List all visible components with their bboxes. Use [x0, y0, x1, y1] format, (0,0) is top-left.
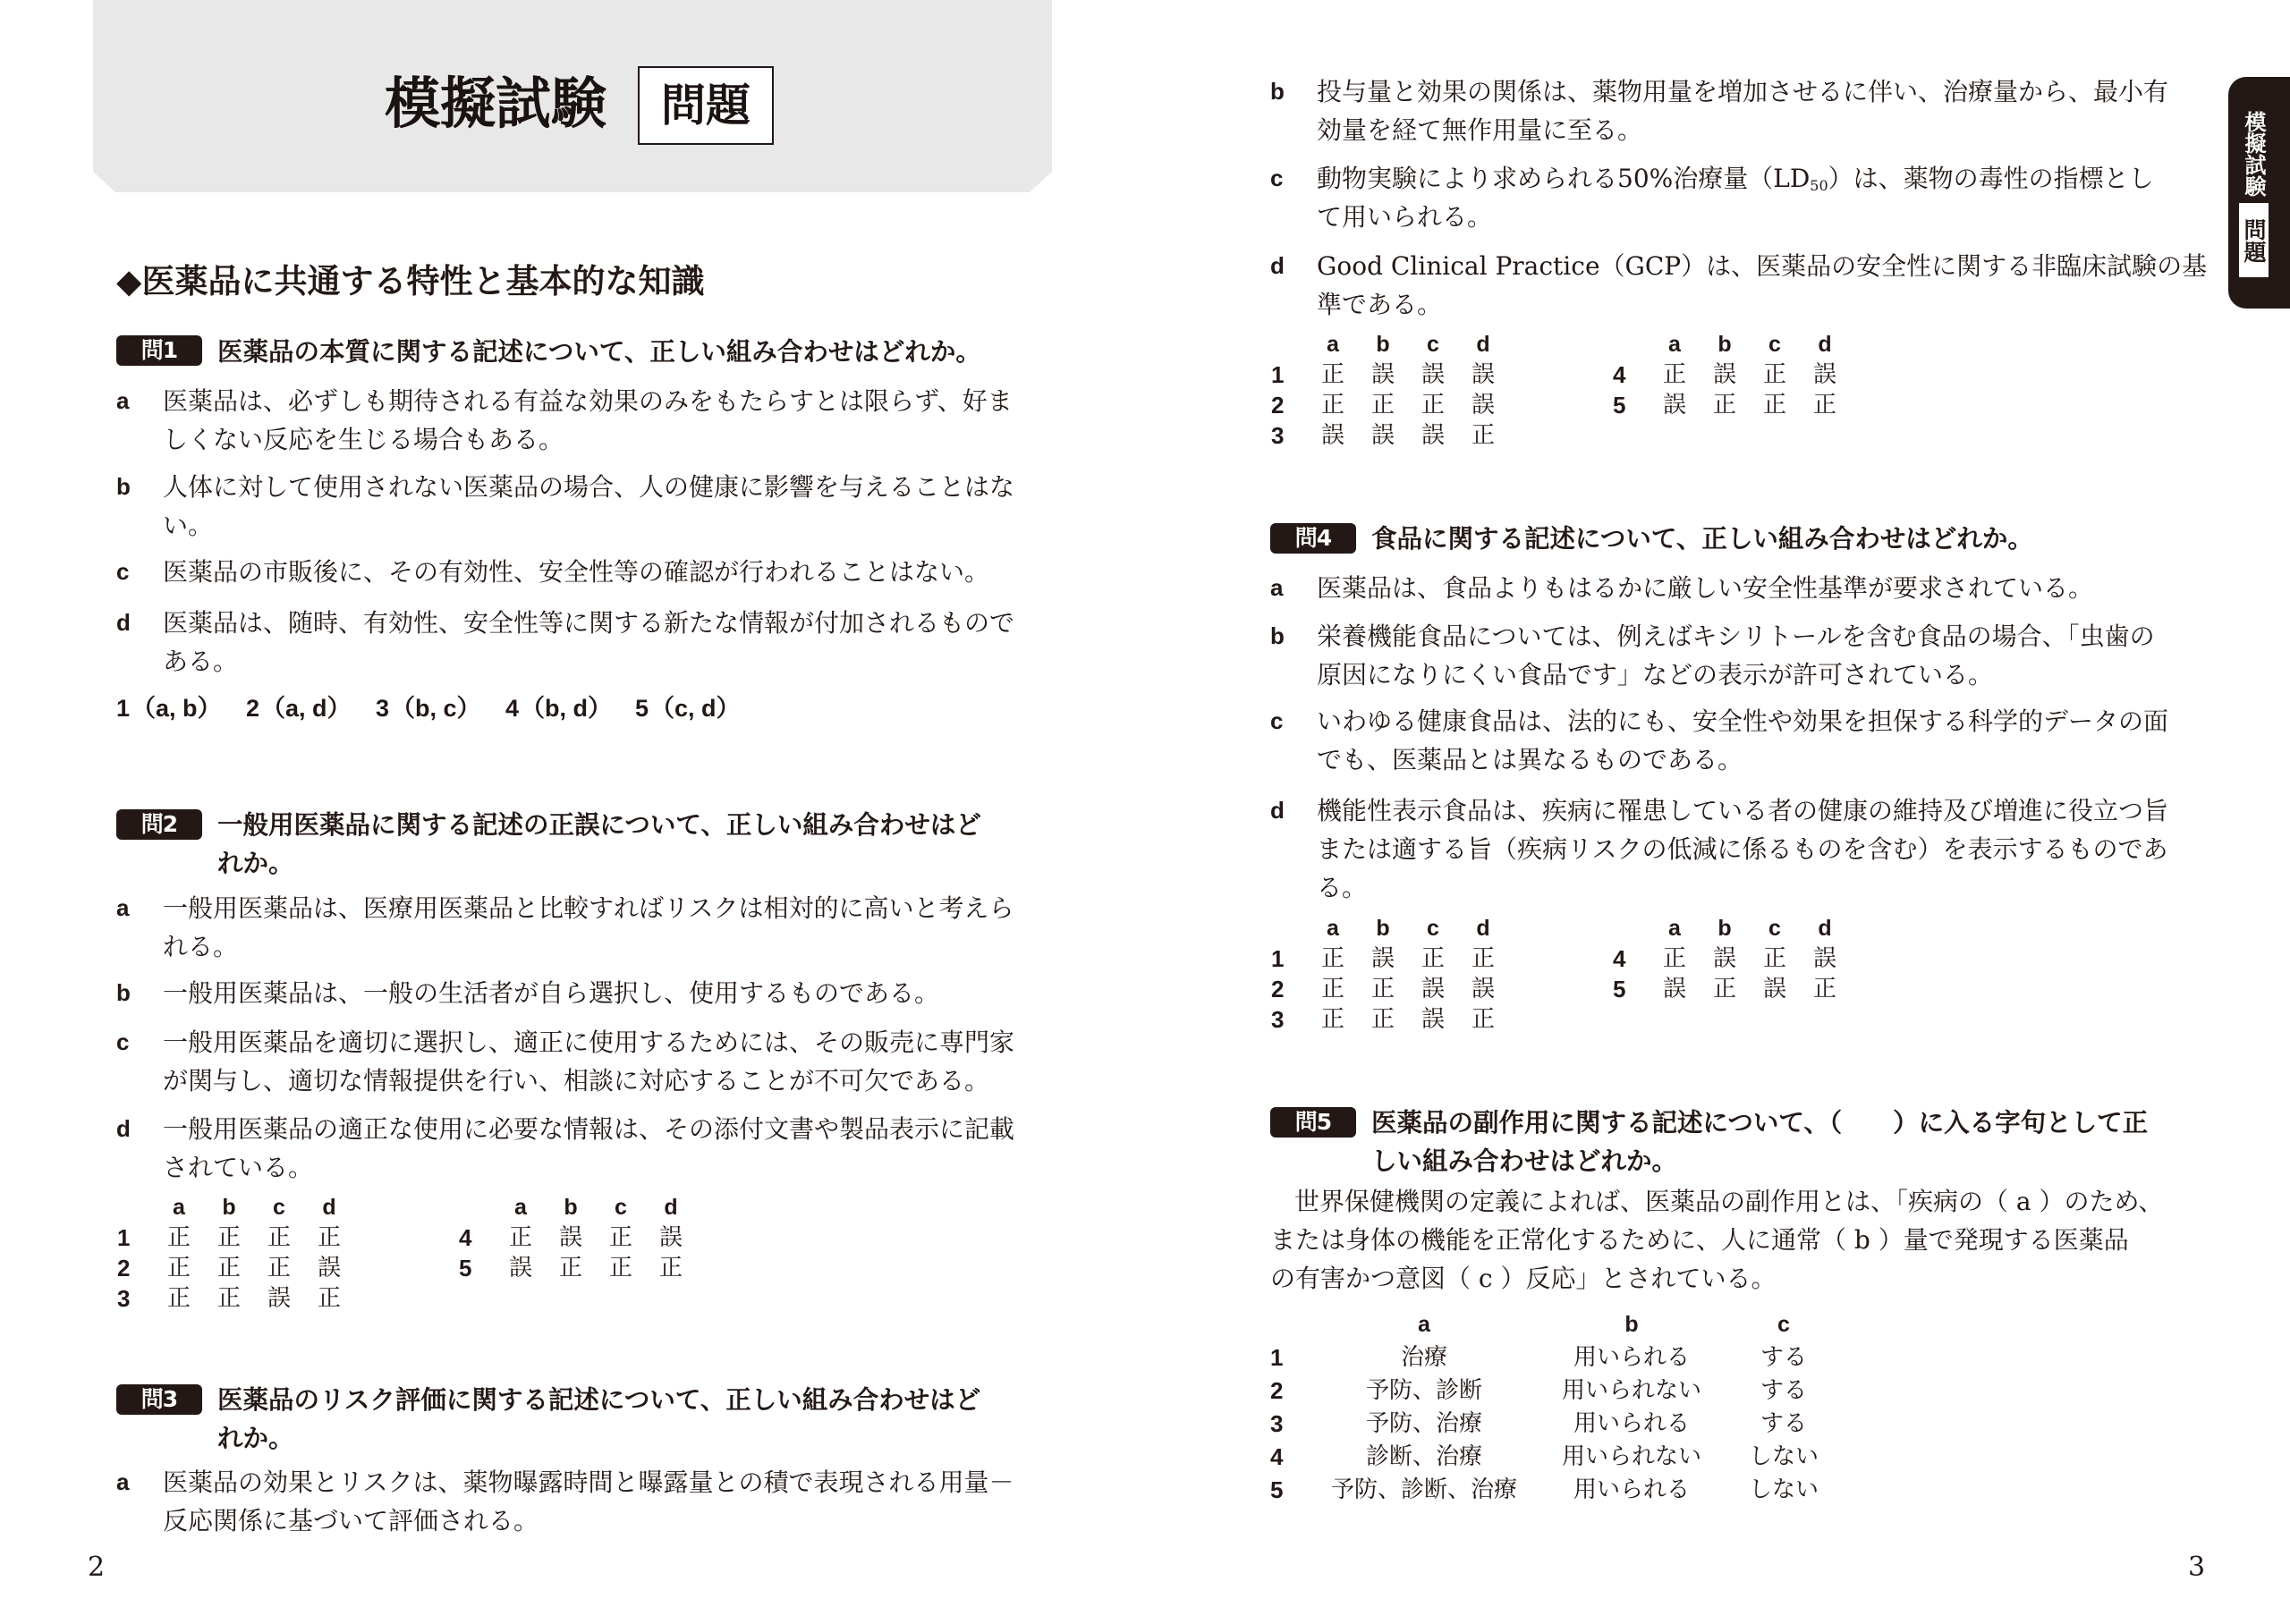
chapter-title: 模擬試験 — [385, 71, 607, 136]
table-cell: 誤 — [1812, 361, 1836, 388]
table-header-cell: d — [1476, 916, 1490, 941]
item-line — [1317, 159, 2174, 198]
item-line: 栄養機能食品については、例えばキシリトールを含む食品の場合、「虫歯の — [1317, 622, 2155, 651]
table-cell: 正 — [558, 1255, 582, 1281]
table-cell: 正 — [1320, 361, 1344, 388]
table-row-number: 3 — [1270, 1410, 1284, 1437]
q4-item-d — [1270, 791, 2174, 907]
q4-item-b — [1270, 617, 2174, 694]
table-cell: 正 — [1762, 945, 1786, 972]
q5-answer-table — [1270, 1308, 1837, 1507]
table-cell: 正 — [216, 1255, 241, 1281]
table-cell: 誤 — [317, 1255, 341, 1281]
table-cell: 正 — [1812, 976, 1836, 1002]
table-header-cell: b — [1376, 332, 1390, 357]
table-cell: 誤 — [1712, 361, 1736, 388]
table-header-cell: b — [222, 1195, 236, 1220]
chapter-index-tab — [2228, 77, 2290, 309]
table-cell: 正 — [1320, 976, 1344, 1002]
item-line: 医薬品は、食品よりもはるかに厳しい安全性基準が要求されている。 — [1317, 573, 2094, 603]
table-cell: 正 — [608, 1224, 632, 1251]
table-header-cell: a — [1668, 332, 1681, 357]
table-cell: 正 — [1421, 945, 1445, 972]
table-row-number: 1 — [1271, 361, 1285, 388]
table-header-cell: c — [273, 1195, 285, 1220]
table-corner — [1270, 1308, 1315, 1341]
table-cell: 正 — [1712, 392, 1736, 419]
q1-item-b — [116, 468, 1020, 545]
table-cell: 用いられない — [1561, 1377, 1701, 1404]
table-header-cell: a — [173, 1195, 185, 1220]
page-number-left: 2 — [88, 1552, 106, 1583]
table-cell: 予防、治療 — [1365, 1410, 1482, 1437]
table-row-number: 1 — [1270, 1344, 1284, 1371]
item-label: b — [1270, 622, 1285, 649]
q4-answer-table-right — [1612, 913, 1850, 1004]
item-line: 一般用医薬品は、一般の生活者が自ら選択し、使用するものである。 — [163, 978, 940, 1008]
table-cell: 誤 — [558, 1224, 582, 1251]
table-cell: 誤 — [1370, 361, 1395, 388]
item-label: d — [116, 609, 131, 636]
table-cell: 正 — [1471, 945, 1495, 972]
q5-title-line: しい組み合わせはどれか。 — [1371, 1146, 1678, 1176]
table-row-number: 5 — [459, 1255, 472, 1281]
table-corner — [1270, 913, 1308, 943]
item-label: c — [1270, 707, 1284, 734]
chapter-title-box: 問題 — [638, 66, 774, 145]
table-cell: 正 — [508, 1224, 532, 1251]
table-cell: 誤 — [1471, 976, 1495, 1002]
item-line: でも、医薬品とは異なるものである。 — [1317, 745, 1743, 774]
table-cell: 正 — [1812, 392, 1836, 419]
item-line: て用いられる。 — [1317, 202, 1493, 232]
q1-badge: 問1 — [116, 335, 202, 366]
table-cell: 誤 — [1712, 945, 1736, 972]
table-cell: 正 — [1662, 945, 1686, 972]
item-label: a — [116, 894, 130, 921]
item-label: a — [1270, 574, 1284, 601]
item-line: いわゆる健康食品は、法的にも、安全性や効果を担保する科学的データの面 — [1317, 706, 2169, 736]
choice-pair: （a, b） — [131, 695, 222, 722]
table-header-cell: d — [1818, 916, 1832, 941]
item-line: されている。 — [163, 1153, 314, 1182]
item-label: b — [1270, 78, 1285, 105]
table-cell: 正 — [1370, 976, 1395, 1002]
table-cell: 用いられる — [1573, 1410, 1690, 1437]
page-number-right: 3 — [2188, 1552, 2206, 1583]
table-cell: する — [1760, 1377, 1807, 1404]
index-tab-box: 問題 — [2239, 203, 2269, 277]
table-row-number: 3 — [117, 1285, 131, 1312]
table-row-number: 5 — [1270, 1476, 1284, 1503]
item-line: が関与し、適切な情報提供を行い、相談に対応することが不可欠である。 — [163, 1066, 990, 1095]
table-header-cell: c — [1777, 1312, 1790, 1337]
table-header-cell: c — [1427, 916, 1439, 941]
table-corner — [116, 1192, 154, 1222]
table-cell: 正 — [1762, 361, 1786, 388]
table-cell: 用いられる — [1573, 1344, 1690, 1371]
q3-item-d — [1270, 247, 2208, 324]
item-line: れる。 — [163, 932, 239, 961]
q4-badge: 問4 — [1270, 523, 1356, 554]
table-cell: 誤 — [1421, 422, 1445, 449]
q2-title — [217, 806, 981, 883]
q1-title — [217, 333, 981, 371]
passage-line: 世界保健機関の定義によれば、医薬品の副作用とは、「疾病の（ a ）のため、 — [1294, 1187, 2164, 1216]
table-row-number: 3 — [1271, 1006, 1285, 1033]
table-cell: 誤 — [267, 1285, 291, 1312]
passage-line: の有害かつ意図（ c ）反応」とされている。 — [1270, 1264, 1777, 1293]
table-cell: しない — [1748, 1476, 1819, 1503]
item-line: 医薬品の市販後に、その有効性、安全性等の確認が行われることはない。 — [163, 557, 990, 587]
q2-badge: 問2 — [116, 809, 202, 840]
choice-number: 5 — [635, 695, 649, 722]
item-line: 一般用医薬品を適切に選択し、適正に使用するためには、その販売に専門家 — [163, 1028, 1015, 1057]
item-label: a — [116, 387, 130, 414]
table-row-number: 4 — [1270, 1443, 1284, 1470]
table-cell: 正 — [166, 1255, 191, 1281]
table-header-cell: d — [322, 1195, 336, 1220]
item-line-text: 動物実験により求められる50%治療量（LD — [1317, 164, 1811, 193]
item-label: b — [116, 473, 131, 500]
table-cell: 誤 — [1662, 392, 1686, 419]
table-cell: 用いられない — [1561, 1443, 1701, 1470]
table-cell: 正 — [1320, 945, 1344, 972]
item-label: b — [116, 979, 131, 1006]
choice-pair: （c, d） — [650, 695, 741, 722]
table-row-number: 4 — [1613, 945, 1626, 972]
q5-badge: 問5 — [1270, 1107, 1356, 1138]
item-line: 医薬品の効果とリスクは、薬物曝露時間と曝露量との積で表現される用量－ — [163, 1468, 1014, 1497]
table-cell: しない — [1748, 1443, 1819, 1470]
item-line: 医薬品は、随時、有効性、安全性等に関する新たな情報が付加されるもので — [163, 608, 1015, 638]
table-header-cell: c — [1427, 332, 1439, 357]
table-header-cell: d — [1476, 332, 1490, 357]
item-line: 投与量と効果の関係は、薬物用量を増加させるに伴い、治療量から、最小有 — [1317, 77, 2169, 106]
table-row-number: 1 — [1271, 945, 1285, 972]
table-header-cell: d — [664, 1195, 678, 1220]
item-label: d — [1270, 797, 1285, 824]
table-header-cell: c — [1768, 332, 1781, 357]
q1-item-c — [116, 553, 1020, 591]
table-cell: 正 — [1712, 976, 1736, 1002]
q3-answer-table-left — [1270, 329, 1508, 451]
choice-number: 2 — [246, 695, 260, 722]
q2-answer-table-right — [458, 1192, 696, 1283]
item-line: 機能性表示食品は、疾病に罹患している者の健康の維持及び増進に役立つ旨 — [1317, 796, 2169, 825]
q3-title — [217, 1381, 980, 1458]
table-cell: 治療 — [1400, 1344, 1447, 1371]
q3-item-b — [1270, 72, 2174, 149]
table-cell: 誤 — [1662, 976, 1686, 1002]
table-cell: 誤 — [1471, 392, 1495, 419]
table-row-number: 2 — [1271, 392, 1285, 419]
q1-item-d — [116, 604, 1020, 681]
table-header-cell: d — [1818, 332, 1832, 357]
q1-item-a — [116, 382, 1020, 459]
q4-answer-table-left — [1270, 913, 1508, 1035]
table-cell: 正 — [216, 1285, 241, 1312]
item-line: 医薬品は、必ずしも期待される有益な効果のみをもたらすとは限らず、好ま — [163, 386, 1013, 416]
table-cell: 予防、診断 — [1365, 1377, 1482, 1404]
table-header-cell: c — [1768, 916, 1781, 941]
table-cell: 正 — [1320, 392, 1344, 419]
table-row-number: 4 — [1613, 361, 1626, 388]
table-row-number: 3 — [1271, 422, 1285, 449]
table-cell: 正 — [1370, 392, 1395, 419]
q5-title — [1371, 1104, 2148, 1180]
table-cell: 誤 — [1812, 945, 1836, 972]
table-row-number: 2 — [1270, 1377, 1284, 1404]
table-cell: 正 — [267, 1255, 291, 1281]
item-line: る。 — [1317, 873, 1368, 902]
item-label: d — [116, 1115, 131, 1142]
item-line: 効量を経て無作用量に至る。 — [1317, 115, 1643, 145]
table-cell: 正 — [1762, 392, 1786, 419]
table-cell: 正 — [1320, 1006, 1344, 1033]
answer-choice — [376, 689, 505, 728]
answer-choice — [635, 689, 765, 728]
table-cell: 正 — [267, 1224, 291, 1251]
table-cell: 正 — [1662, 361, 1686, 388]
table-cell: する — [1760, 1410, 1807, 1437]
table-row-number: 2 — [117, 1255, 131, 1281]
q4-item-a — [1270, 569, 2174, 607]
table-cell: 用いられる — [1573, 1476, 1690, 1503]
table-cell: 誤 — [1471, 361, 1495, 388]
item-line: 準である。 — [1317, 290, 1443, 319]
q4-item-c — [1270, 702, 2174, 779]
table-row-number: 5 — [1613, 392, 1626, 419]
table-corner — [1270, 329, 1308, 359]
answer-choice — [116, 689, 246, 728]
table-cell: 正 — [1421, 392, 1445, 419]
q5-title-line: 医薬品の副作用に関する記述について、（ ）に入る字句として正 — [1371, 1108, 2149, 1138]
choice-number: 3 — [376, 695, 390, 722]
table-header-cell: a — [1327, 332, 1339, 357]
table-header-cell: a — [1418, 1312, 1430, 1337]
choice-pair: （a, d） — [261, 695, 352, 722]
q2-answer-table-left — [116, 1192, 354, 1314]
table-header-cell: a — [1668, 916, 1681, 941]
q3-title-line: 医薬品のリスク評価に関する記述について、正しい組み合わせはど — [217, 1385, 981, 1415]
q2-title-line: れか。 — [217, 849, 294, 878]
q3-item-a — [116, 1463, 1020, 1540]
q4-title — [1371, 520, 2033, 558]
table-cell: 誤 — [658, 1224, 683, 1251]
item-label: c — [1270, 165, 1284, 191]
item-line: い。 — [163, 511, 214, 540]
table-header-cell: b — [1624, 1312, 1639, 1337]
table-header-cell: a — [514, 1195, 527, 1220]
table-cell: 誤 — [1320, 422, 1344, 449]
table-cell: 正 — [166, 1224, 191, 1251]
table-cell: 正 — [1471, 1006, 1495, 1033]
table-cell: 予防、診断、治療 — [1330, 1476, 1517, 1503]
item-line: しくない反応を生じる場合もある。 — [163, 425, 564, 454]
item-line: 人体に対して使用されない医薬品の場合、人の健康に影響を与えることはな — [163, 472, 1015, 502]
q2-item-a — [116, 889, 1020, 966]
answer-choice — [505, 689, 635, 728]
item-label: c — [116, 558, 130, 585]
item-line: ある。 — [163, 647, 239, 676]
item-line: 一般用医薬品は、医療用医薬品と比較すればリスクは相対的に高いと考えら — [163, 893, 1014, 923]
q3-answer-table-right — [1612, 329, 1850, 420]
q2-item-d — [116, 1110, 1020, 1187]
table-cell: 誤 — [1421, 1006, 1445, 1033]
answer-choice — [246, 689, 376, 728]
table-header-cell: c — [615, 1195, 627, 1220]
table-header-cell: a — [1327, 916, 1339, 941]
table-header-cell: b — [1376, 916, 1390, 941]
table-cell: 誤 — [1370, 945, 1395, 972]
q2-item-b — [116, 974, 1020, 1012]
table-cell: 正 — [658, 1255, 683, 1281]
table-row-number: 4 — [459, 1224, 472, 1251]
choice-pair: （b, c） — [391, 695, 481, 722]
item-line: Good Clinical Practice（GCP）は、医薬品の安全性に関する非臨床試験の基 — [1317, 251, 2208, 281]
item-line-text: ）は、薬物の毒性の指標とし — [1828, 164, 2154, 193]
choice-number: 4 — [505, 695, 520, 722]
table-corner — [1612, 913, 1650, 943]
subscript-text: 50 — [1810, 177, 1828, 194]
table-cell: 正 — [317, 1285, 341, 1312]
q5-passage — [1270, 1182, 2163, 1298]
table-row-number: 5 — [1613, 976, 1626, 1002]
q3-title-line: れか。 — [217, 1424, 294, 1453]
table-header-cell: b — [1718, 332, 1732, 357]
table-cell: する — [1760, 1344, 1807, 1371]
table-corner — [458, 1192, 496, 1222]
table-header-cell: b — [564, 1195, 578, 1220]
passage-line: または身体の機能を正常化するために、人に通常（ b ）量で発現する医薬品 — [1270, 1225, 2129, 1255]
table-corner — [1612, 329, 1650, 359]
choice-number: 1 — [116, 695, 131, 722]
item-label: a — [116, 1468, 130, 1495]
q2-item-c — [116, 1023, 1020, 1100]
q2-title-line: 一般用医薬品に関する記述の正誤について、正しい組み合わせはど — [217, 810, 981, 840]
item-line: または適する旨（疾病リスクの低減に係るものを含む）を表示するものであ — [1317, 834, 2168, 864]
table-cell: 正 — [317, 1224, 341, 1251]
table-cell: 誤 — [508, 1255, 532, 1281]
table-cell: 正 — [216, 1224, 241, 1251]
q3-item-c — [1270, 159, 2174, 236]
table-header-cell: b — [1718, 916, 1732, 941]
item-label: d — [1270, 252, 1285, 279]
table-cell: 正 — [1370, 1006, 1395, 1033]
item-line: 原因になりにくい食品です」などの表示が許可されている。 — [1317, 660, 1994, 689]
table-cell: 誤 — [1421, 976, 1445, 1002]
item-line: 反応関係に基づいて評価される。 — [163, 1506, 539, 1535]
q3-badge: 問3 — [116, 1384, 202, 1415]
q4-title-line: 食品に関する記述について、正しい組み合わせはどれか。 — [1371, 524, 2033, 554]
q1-title-line: 医薬品の本質に関する記述について、正しい組み合わせはどれか。 — [217, 337, 981, 367]
table-cell: 正 — [608, 1255, 632, 1281]
table-cell: 診断、治療 — [1365, 1443, 1482, 1470]
table-row-number: 2 — [1271, 976, 1285, 1002]
table-cell: 誤 — [1762, 976, 1786, 1002]
table-cell: 正 — [1471, 422, 1495, 449]
table-cell: 誤 — [1370, 422, 1395, 449]
table-row-number: 1 — [117, 1224, 131, 1251]
choice-pair: （b, d） — [521, 695, 613, 722]
item-line: 一般用医薬品の適正な使用に必要な情報は、その添付文書や製品表示に記載 — [163, 1114, 1015, 1144]
table-cell: 誤 — [1421, 361, 1445, 388]
index-tab-title: 模擬試験 — [2241, 111, 2266, 197]
item-label: c — [116, 1028, 130, 1055]
table-cell: 正 — [166, 1285, 191, 1312]
q1-answer-choices — [116, 689, 765, 728]
section-heading: ◆医薬品に共通する特性と基本的な知識 — [116, 262, 705, 300]
